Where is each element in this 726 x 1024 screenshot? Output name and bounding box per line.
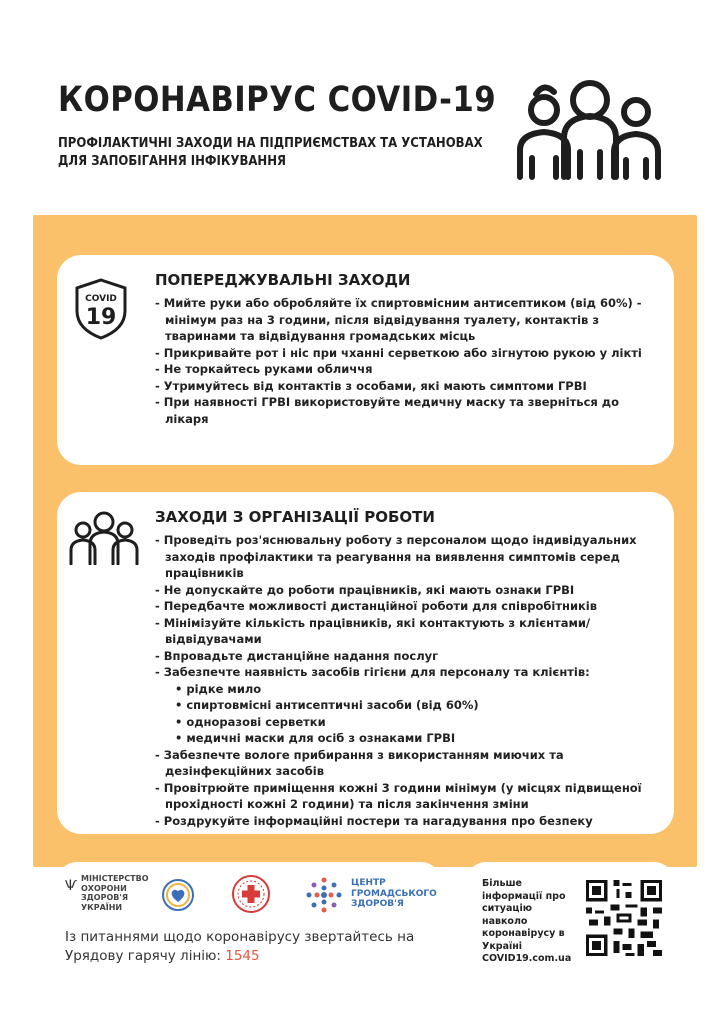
hotline-number: 1545 (225, 948, 260, 964)
ministry-name: МІНІСТЕРСТВО ОХОРОНИ ЗДОРОВ'Я УКРАЇНИ (81, 874, 149, 912)
list-item: - При наявності ГРВІ використовуйте медичну маску та зверніться до лікаря (155, 394, 660, 427)
list-item: - Прикривайте рот і ніс при чханні серветкою або зігнутою рукою у лікті (155, 345, 660, 362)
list-item: - Мийте руки або обробляйте їх спиртовмісним антисептиком (від 60%) - мінімум раз на 3 години, після відвідування туалету, контактів з тваринами та відвідування громадських місць (155, 295, 660, 345)
more-info-text: Більше інформації про ситуацію навколо коронавірусу в Україні COVID19.com.ua (482, 878, 572, 964)
badge-19-label: 19 (85, 305, 117, 330)
list-item: - Не допускайте до роботи працівників, які мають ознаки ГРВІ (155, 582, 660, 599)
covid-19-shield-icon (73, 277, 129, 341)
list-item: • медичні маски для осіб з ознаками ГРВІ (175, 730, 660, 747)
subtitle-line-2: ДЛЯ ЗАПОБІГАННЯ ІНФІКУВАННЯ (58, 154, 287, 169)
qr-code-icon (586, 880, 662, 956)
heart-emblem-logo-icon (161, 878, 195, 912)
list-item: • одноразові серветки (175, 714, 660, 731)
hotline-label: Із питаннями щодо коронавірусу звертайтесь на Урядову гарячу лінію: (65, 929, 415, 964)
footer-logos-card (57, 862, 441, 974)
list-item: - Передбачте можливості дистанційної роботи для співробітників (155, 598, 660, 615)
list-item: - Впровадьте дистанційне надання послуг (155, 648, 660, 665)
hotline-text (65, 928, 435, 966)
list-item: - Роздрукуйте інформаційні постери та нагадування про безпеку (155, 813, 660, 830)
hygiene-supplies-list (155, 681, 660, 747)
list-item: - Забезпечте вологе прибирання з використанням миючих та дезінфекційних засобів (155, 747, 660, 780)
page-subtitle (58, 135, 483, 171)
public-health-center-logo-icon (303, 874, 345, 916)
list-item: • спиртовмісні антисептичні засоби (від 60%) (175, 697, 660, 714)
list-item: - Мінімізуйте кількість працівників, які контактують з клієнтами/відвідувачами (155, 615, 660, 648)
work-organization-card (57, 492, 674, 834)
badge-covid-label: COVID (85, 294, 117, 304)
work-organization-list (155, 532, 660, 829)
list-item: - Утримуйтесь від контактів з особами, які мають симптоми ГРВІ (155, 378, 660, 395)
work-organization-title: ЗАХОДИ З ОРГАНІЗАЦІЇ РОБОТИ (155, 508, 435, 526)
list-item: • рідке мило (175, 681, 660, 698)
trident-icon: Ѱ (65, 878, 77, 894)
list-item: - Проведіть роз'яснювальну роботу з персоналом щодо індивідуальних заходів профілактики та реагування на виявлення симптомів серед працівників (155, 532, 660, 582)
list-item: - Не торкайтесь руками обличчя (155, 361, 660, 378)
subtitle-line-1: ПРОФІЛАКТИЧНІ ЗАХОДИ НА ПІДПРИЄМСТВАХ ТА УСТАНОВАХ (58, 136, 483, 151)
list-item: - Забезпечте наявність засобів гігієни для персоналу та клієнтів: (155, 664, 660, 681)
ministry-logo (65, 874, 149, 924)
preventive-measures-title: ПОПЕРЕДЖУВАЛЬНІ ЗАХОДИ (155, 271, 411, 289)
more-info-card (466, 862, 674, 974)
list-item: - Провітрюйте приміщення кожні 3 години мінімум (у місцях підвищеної прохідності кожні 2 години) та після закінчення зміни (155, 780, 660, 813)
public-health-center-name: ЦЕНТР ГРОМАДСЬКОГО ЗДОРОВ'Я (351, 878, 437, 909)
red-cross-logo-icon (231, 874, 271, 914)
people-group-icon (510, 72, 670, 182)
page-title: КОРОНАВІРУС COVID-19 (58, 80, 497, 120)
workers-icon (67, 510, 142, 565)
preventive-measures-list (155, 295, 660, 427)
preventive-measures-card (57, 255, 674, 465)
